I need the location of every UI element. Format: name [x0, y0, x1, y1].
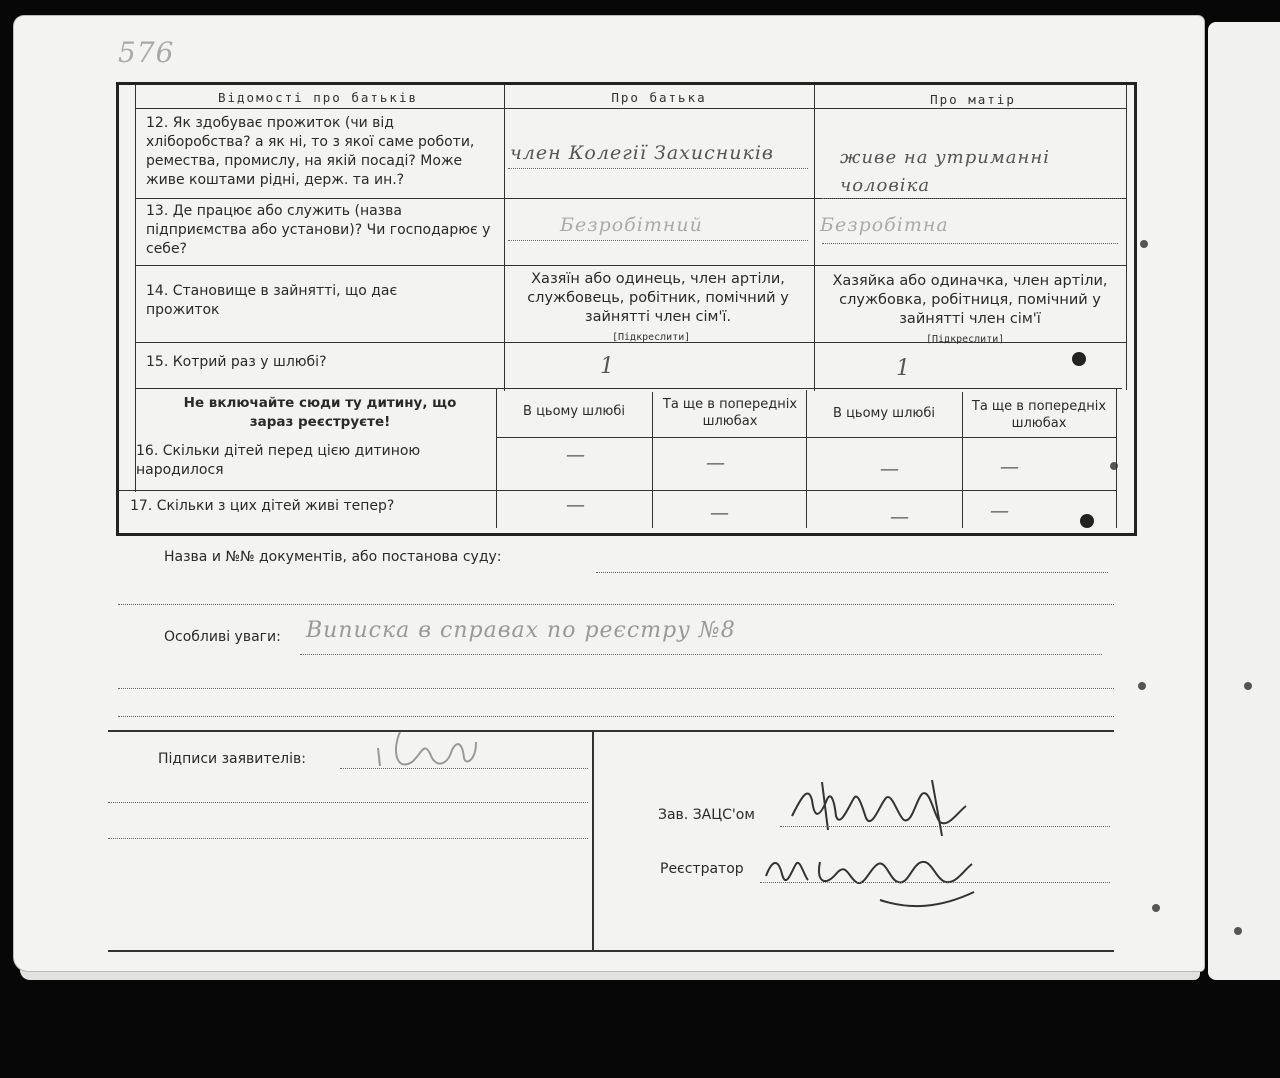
mother-status-options: Хазяйка або одиначка, член артіли, службовка, робітниця, помічний у зайнятті член сім'ї: [832, 273, 1108, 327]
father-workplace: Безробітний: [560, 214, 703, 236]
zags-head-label: Зав. ЗАЦС'ом: [658, 807, 755, 823]
children-born-value: —: [566, 444, 586, 466]
children-living-value: —: [710, 502, 730, 524]
answer-line: [760, 882, 1110, 883]
section-divider: [108, 950, 1114, 952]
subheader-father-previous-marriages: Та ще в попередніх шлюбах: [662, 397, 798, 429]
applicant-signature: [372, 720, 482, 780]
section-divider: [108, 730, 1114, 732]
grid-line: [136, 265, 1126, 266]
answer-line: [508, 240, 808, 241]
subheader-mother-previous-marriages: Та ще в попередніх шлюбах: [971, 399, 1107, 431]
column-header-info: Відомості про батьків: [217, 90, 419, 105]
subheader-father-this-marriage: В цьому шлюбі: [523, 404, 625, 419]
grid-line: [1116, 388, 1117, 528]
answer-line: [596, 572, 1108, 573]
children-born-value: —: [880, 458, 900, 480]
answer-line: [300, 654, 1102, 655]
mother-underline-note: [Підкреслити]: [926, 334, 1005, 345]
children-born-value: —: [706, 452, 726, 474]
punch-hole: [1244, 682, 1252, 690]
grid-line: [136, 388, 1122, 389]
punch-hole: [1138, 682, 1146, 690]
exclude-child-note: Не включайте сюди ту дитину, що зараз реєструєте!: [183, 395, 457, 430]
column-header-father: Про батька: [611, 90, 707, 105]
children-born-value: —: [1000, 456, 1020, 478]
registrar-signature: [760, 840, 990, 920]
question-12: 12. Як здобуває прожиток (чи від хліборобства? а як ні, то з якої саме роботи, ремества, промислу, на якій посаді? Може живе коштами рідні, держ. та ин.?: [146, 115, 475, 188]
answer-line: [780, 826, 1110, 827]
children-living-value: —: [990, 500, 1010, 522]
father-underline-note: [Підкреслити]: [612, 332, 691, 343]
documents-label: Назва и №№ документів, або постанова суду:: [164, 549, 502, 565]
mother-workplace: Безробітна: [820, 214, 949, 236]
question-14: 14. Становище в зайнятті, що дає прожиток: [146, 283, 398, 318]
grid-line: [806, 390, 807, 528]
answer-line: [118, 688, 1114, 689]
adjacent-page: [1208, 22, 1280, 980]
question-17: 17. Скільки з цих дітей живі тепер?: [130, 498, 395, 514]
grid-line: [136, 108, 1126, 109]
father-occupation: член Колегії Захисників: [510, 142, 774, 164]
section-divider: [592, 732, 594, 952]
punch-hole: [1234, 927, 1242, 935]
punch-hole: [1140, 240, 1148, 248]
notes-label: Особливі уваги:: [164, 629, 281, 645]
subheader-mother-this-marriage: В цьому шлюбі: [833, 406, 935, 421]
zags-head-signature: [782, 776, 972, 846]
signatures-label: Підписи заявителів:: [158, 751, 306, 767]
punch-hole: [1152, 904, 1160, 912]
mother-occupation: живе на утриманні чоловіка: [840, 147, 1050, 196]
answer-line: [822, 243, 1118, 244]
grid-line: [118, 490, 1116, 491]
grid-line: [962, 392, 963, 528]
father-marriage-count: 1: [600, 354, 615, 379]
grid-line: [135, 85, 136, 492]
grid-line: [496, 388, 497, 528]
page-number: 576: [118, 36, 175, 69]
answer-line: [118, 716, 1114, 717]
father-status-options: Хазяїн або одинець, член артіли, службовець, робітник, помічний у зайнятті член сім'ї.: [527, 271, 789, 325]
answer-line: [508, 168, 808, 169]
grid-line: [1126, 85, 1127, 390]
question-16: 16. Скільки дітей перед цією дитиною народилося: [136, 443, 421, 478]
question-15: 15. Котрий раз у шлюбі?: [146, 354, 327, 370]
question-13: 13. Де працює або служить (назва підприємства або установи)? Чи господарює у себе?: [146, 203, 491, 257]
registrar-label: Реєстратор: [660, 861, 744, 877]
children-living-value: —: [566, 494, 586, 516]
answer-line: [108, 802, 588, 803]
mother-marriage-count: 1: [896, 356, 911, 381]
grid-line: [504, 85, 505, 391]
grid-line: [814, 85, 815, 391]
answer-line: [118, 604, 1114, 605]
notes-value: Виписка в справах по реєстру №8: [306, 618, 736, 643]
column-header-mother: Про матір: [930, 92, 1016, 107]
grid-line: [652, 392, 653, 528]
answer-line: [108, 838, 588, 839]
answer-line: [340, 768, 588, 769]
children-living-value: —: [890, 506, 910, 528]
